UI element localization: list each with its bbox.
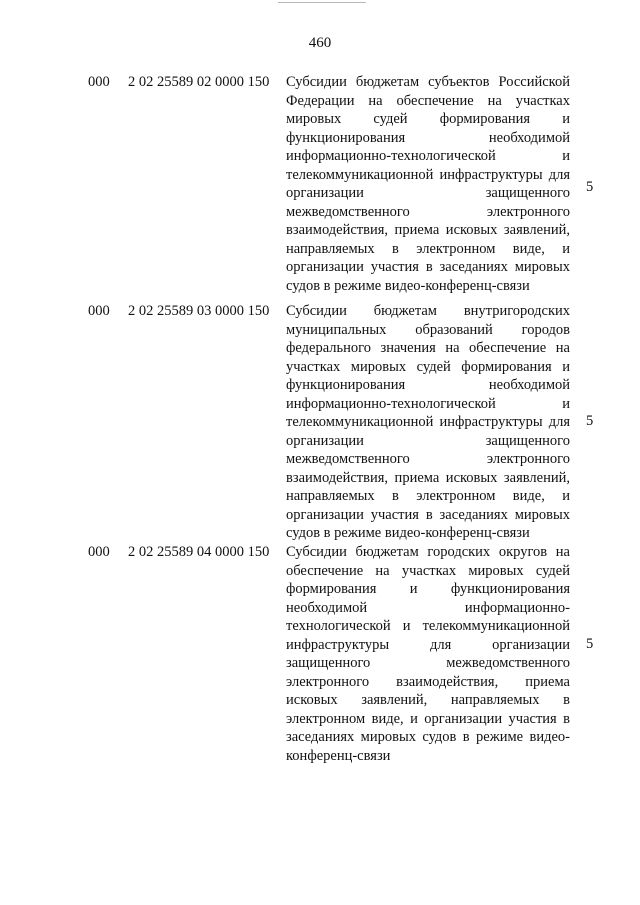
revenue-name-cell: Субсидии бюджетам городских округов на обеспечение на участках мировых судей формирования и функционирования необходимой информационно-технологической и телекоммуникационной инфраструктуры для организации защищенного межведомственного электронного взаимодействия, приема исковых заявлений, направляемых в электронном виде, и организации участия в заседаниях мировых судов в режиме видео-конференц-связи <box>286 544 570 764</box>
admin-code-cell: 000 <box>88 544 110 560</box>
value-cell: 5 <box>586 636 594 652</box>
classification-code-cell: 2 02 25589 04 0000 150 <box>128 544 270 560</box>
revenue-name-cell: Субсидии бюджетам внутригородских муниципальных образований городов федерального значения на обеспечение на участках мировых судей формирования и функционирования необходимой информационно-технологической и телекоммуникационной инфраструктуры для организации защищенного межведомственного электронного взаимодействия, приема исковых заявлений, направляемых в электронном виде, и организации участия в заседаниях мировых судов в режиме видео-конференц-связи <box>286 303 570 541</box>
page-number: 460 <box>308 35 332 51</box>
revenue-name-cell: Субсидии бюджетам субъектов Российской Федерации на обеспечение на участках мировых судей формирования и функционирования необходимой информационно-технологической и телекоммуникационной инфраструктуры для организации защищенного межведомственного электронного взаимодействия, приема исковых заявлений, направляемых в электронном виде, и организации участия в заседаниях мировых судов в режиме видео-конференц-связи <box>286 74 570 294</box>
admin-code-cell: 000 <box>88 303 110 319</box>
value-cell: 5 <box>586 413 594 429</box>
admin-code-cell: 000 <box>88 74 110 90</box>
classification-code-cell: 2 02 25589 03 0000 150 <box>128 303 270 319</box>
classification-code-cell: 2 02 25589 02 0000 150 <box>128 74 270 90</box>
value-cell: 5 <box>586 179 594 195</box>
